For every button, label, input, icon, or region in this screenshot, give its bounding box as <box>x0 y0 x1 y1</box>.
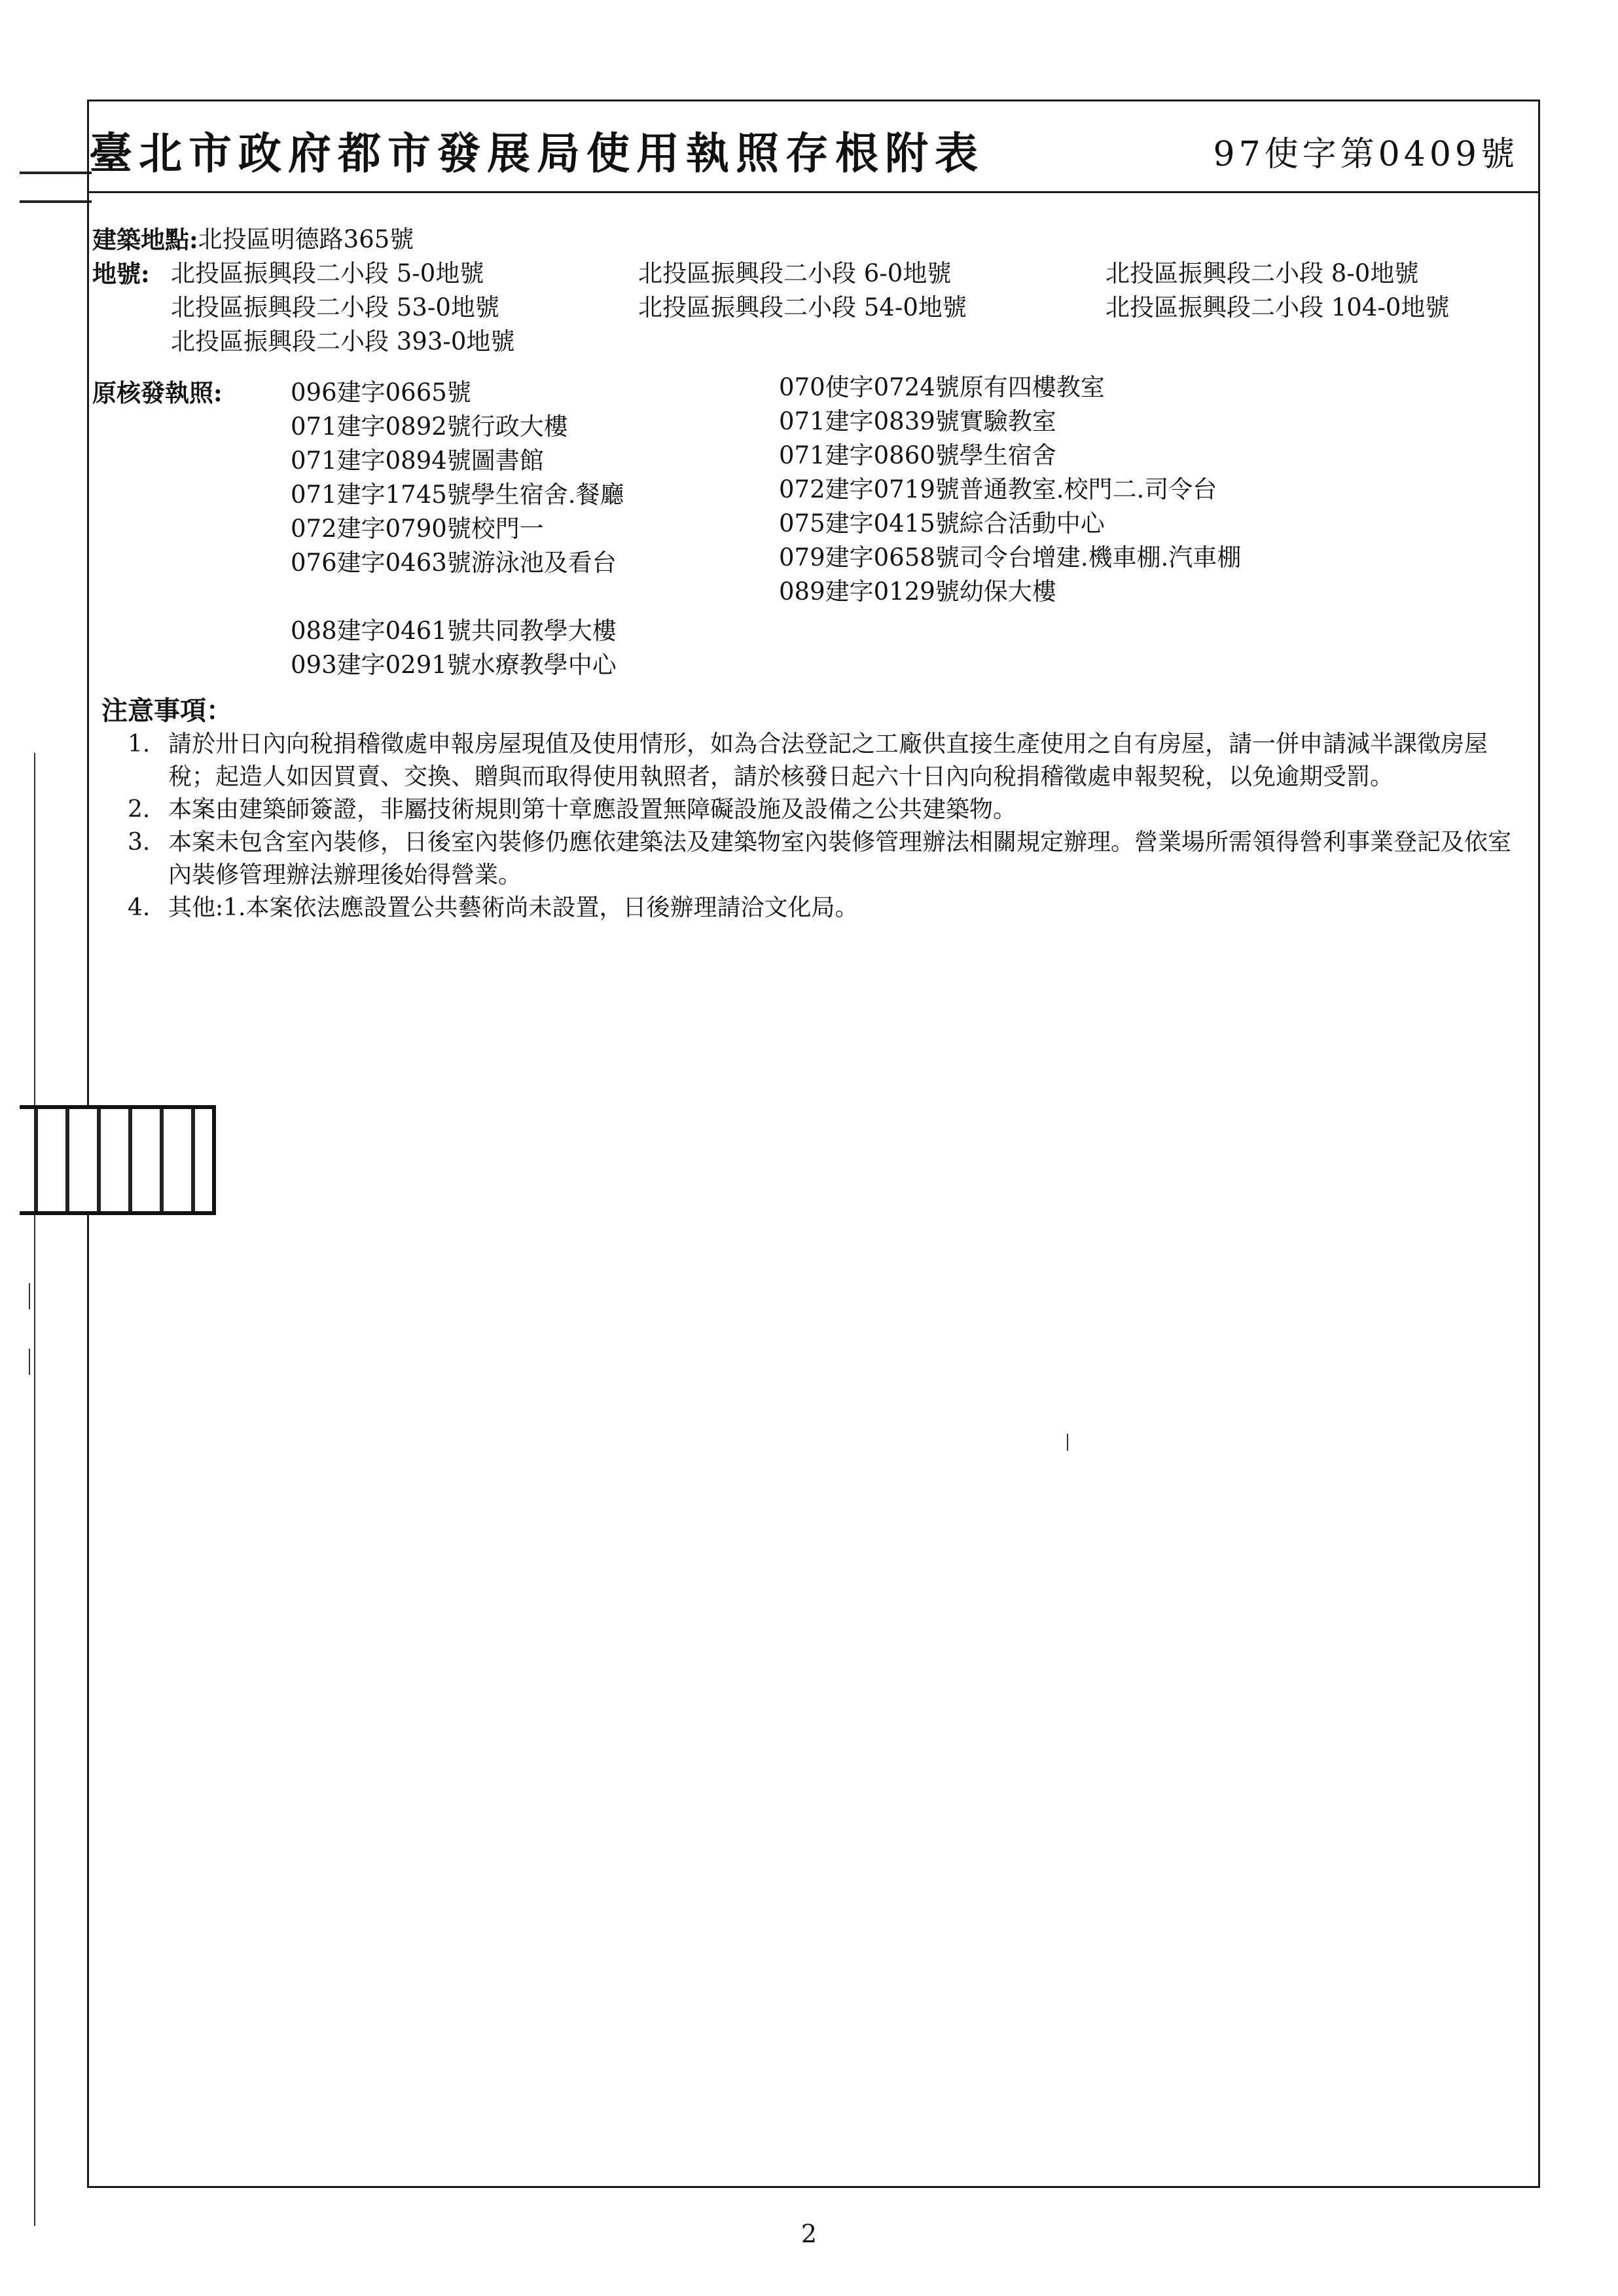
site-label: 建築地點: <box>92 225 198 254</box>
lot-item: 北投區振興段二小段 8-0地號 <box>1106 259 1419 287</box>
lots-row <box>92 257 1526 359</box>
site-value: 北投區明德路365號 <box>198 225 414 253</box>
binding-margin-line <box>34 753 35 2226</box>
binding-clip-mark <box>20 172 92 203</box>
official-seal-stamp <box>20 1105 216 1215</box>
permit-number: 97使字第0409號 <box>1213 135 1519 174</box>
lot-item: 北投區振興段二小段 104-0地號 <box>1106 293 1450 321</box>
note-number: 4. <box>128 894 151 921</box>
lot-item: 北投區振興段二小段 393-0地號 <box>171 327 515 355</box>
notes-title: 注意事項： <box>101 695 232 726</box>
licenses-section <box>92 373 1526 682</box>
title-bar <box>89 101 1538 193</box>
license-item: 075建字0415號綜合活動中心 <box>779 509 1105 538</box>
site-row <box>92 223 1526 257</box>
licenses-left-list <box>256 376 624 682</box>
lot-item: 北投區振興段二小段 54-0地號 <box>638 293 967 321</box>
document-title: 臺北市政府都市發展局使用執照存根附表 <box>89 128 984 179</box>
lot-item: 北投區振興段二小段 6-0地號 <box>638 259 952 287</box>
note-item <box>92 892 1526 924</box>
license-item: 076建字0463號游泳池及看台 <box>291 549 617 577</box>
margin-tick <box>29 1349 30 1375</box>
lot-item: 北投區振興段二小段 53-0地號 <box>171 293 499 321</box>
license-item: 079建字0658號司令台增建.機車棚.汽車棚 <box>779 543 1242 572</box>
page-number: 2 <box>800 2219 818 2248</box>
licenses-right-list <box>779 371 1276 682</box>
note-item <box>92 826 1526 892</box>
license-item: 071建字0894號圖書館 <box>291 446 544 475</box>
note-text: 請於卅日內向稅捐稽徵處申報房屋現值及使用情形，如為合法登記之工廠供直接生產使用之自有房屋，請一併申請減半課徵房屋稅；起造人如因買賣、交換、贈與而取得使用執照者，請於核發日起六十日內向稅捐稽徵處申報契稅，以免逾期受罰。 <box>168 731 1488 790</box>
lots-label: 地號: <box>92 259 150 288</box>
license-item: 071建字0839號實驗教室 <box>779 407 1056 435</box>
license-item: 088建字0461號共同教學大樓 <box>291 617 617 645</box>
license-item: 070使字0724號原有四樓教室 <box>779 373 1105 401</box>
margin-tick <box>29 1283 30 1309</box>
note-text: 本案未包含室內裝修，日後室內裝修仍應依建築法及建築物室內裝修管理辦法相關規定辦理。營業場所需領得營利事業登記及依室內裝修管理辦法辦理後始得營業。 <box>168 829 1512 888</box>
license-item: 072建字0790號校門一 <box>291 515 544 543</box>
lot-item: 北投區振興段二小段 5-0地號 <box>171 259 484 287</box>
note-number: 1. <box>128 731 151 757</box>
document-body <box>92 223 1526 924</box>
license-item: 093建字0291號水療教學中心 <box>291 651 617 679</box>
note-number: 3. <box>128 829 151 856</box>
lots-grid <box>171 257 1498 359</box>
license-item: 071建字0892號行政大樓 <box>291 412 568 441</box>
license-gap <box>291 580 624 614</box>
note-item <box>92 728 1526 793</box>
note-item <box>92 793 1526 826</box>
license-item: 071建字1745號學生宿舍.餐廳 <box>291 481 624 509</box>
note-text: 本案由建築師簽證，非屬技術規則第十章應設置無障礙設施及設備之公共建築物。 <box>168 796 1017 823</box>
license-item: 072建字0719號普通教室.校門二.司令台 <box>779 475 1217 503</box>
licenses-label: 原核發執照: <box>92 378 223 407</box>
note-text: 其他:1.本案依法應設置公共藝術尚未設置，日後辦理請洽文化局。 <box>168 894 859 921</box>
notes-list <box>92 728 1526 924</box>
license-item: 096建字0665號 <box>291 378 471 407</box>
note-number: 2. <box>128 796 151 823</box>
licenses-left <box>92 376 779 682</box>
license-item: 089建字0129號幼保大樓 <box>779 577 1056 606</box>
license-item: 071建字0860號學生宿舍 <box>779 441 1056 469</box>
